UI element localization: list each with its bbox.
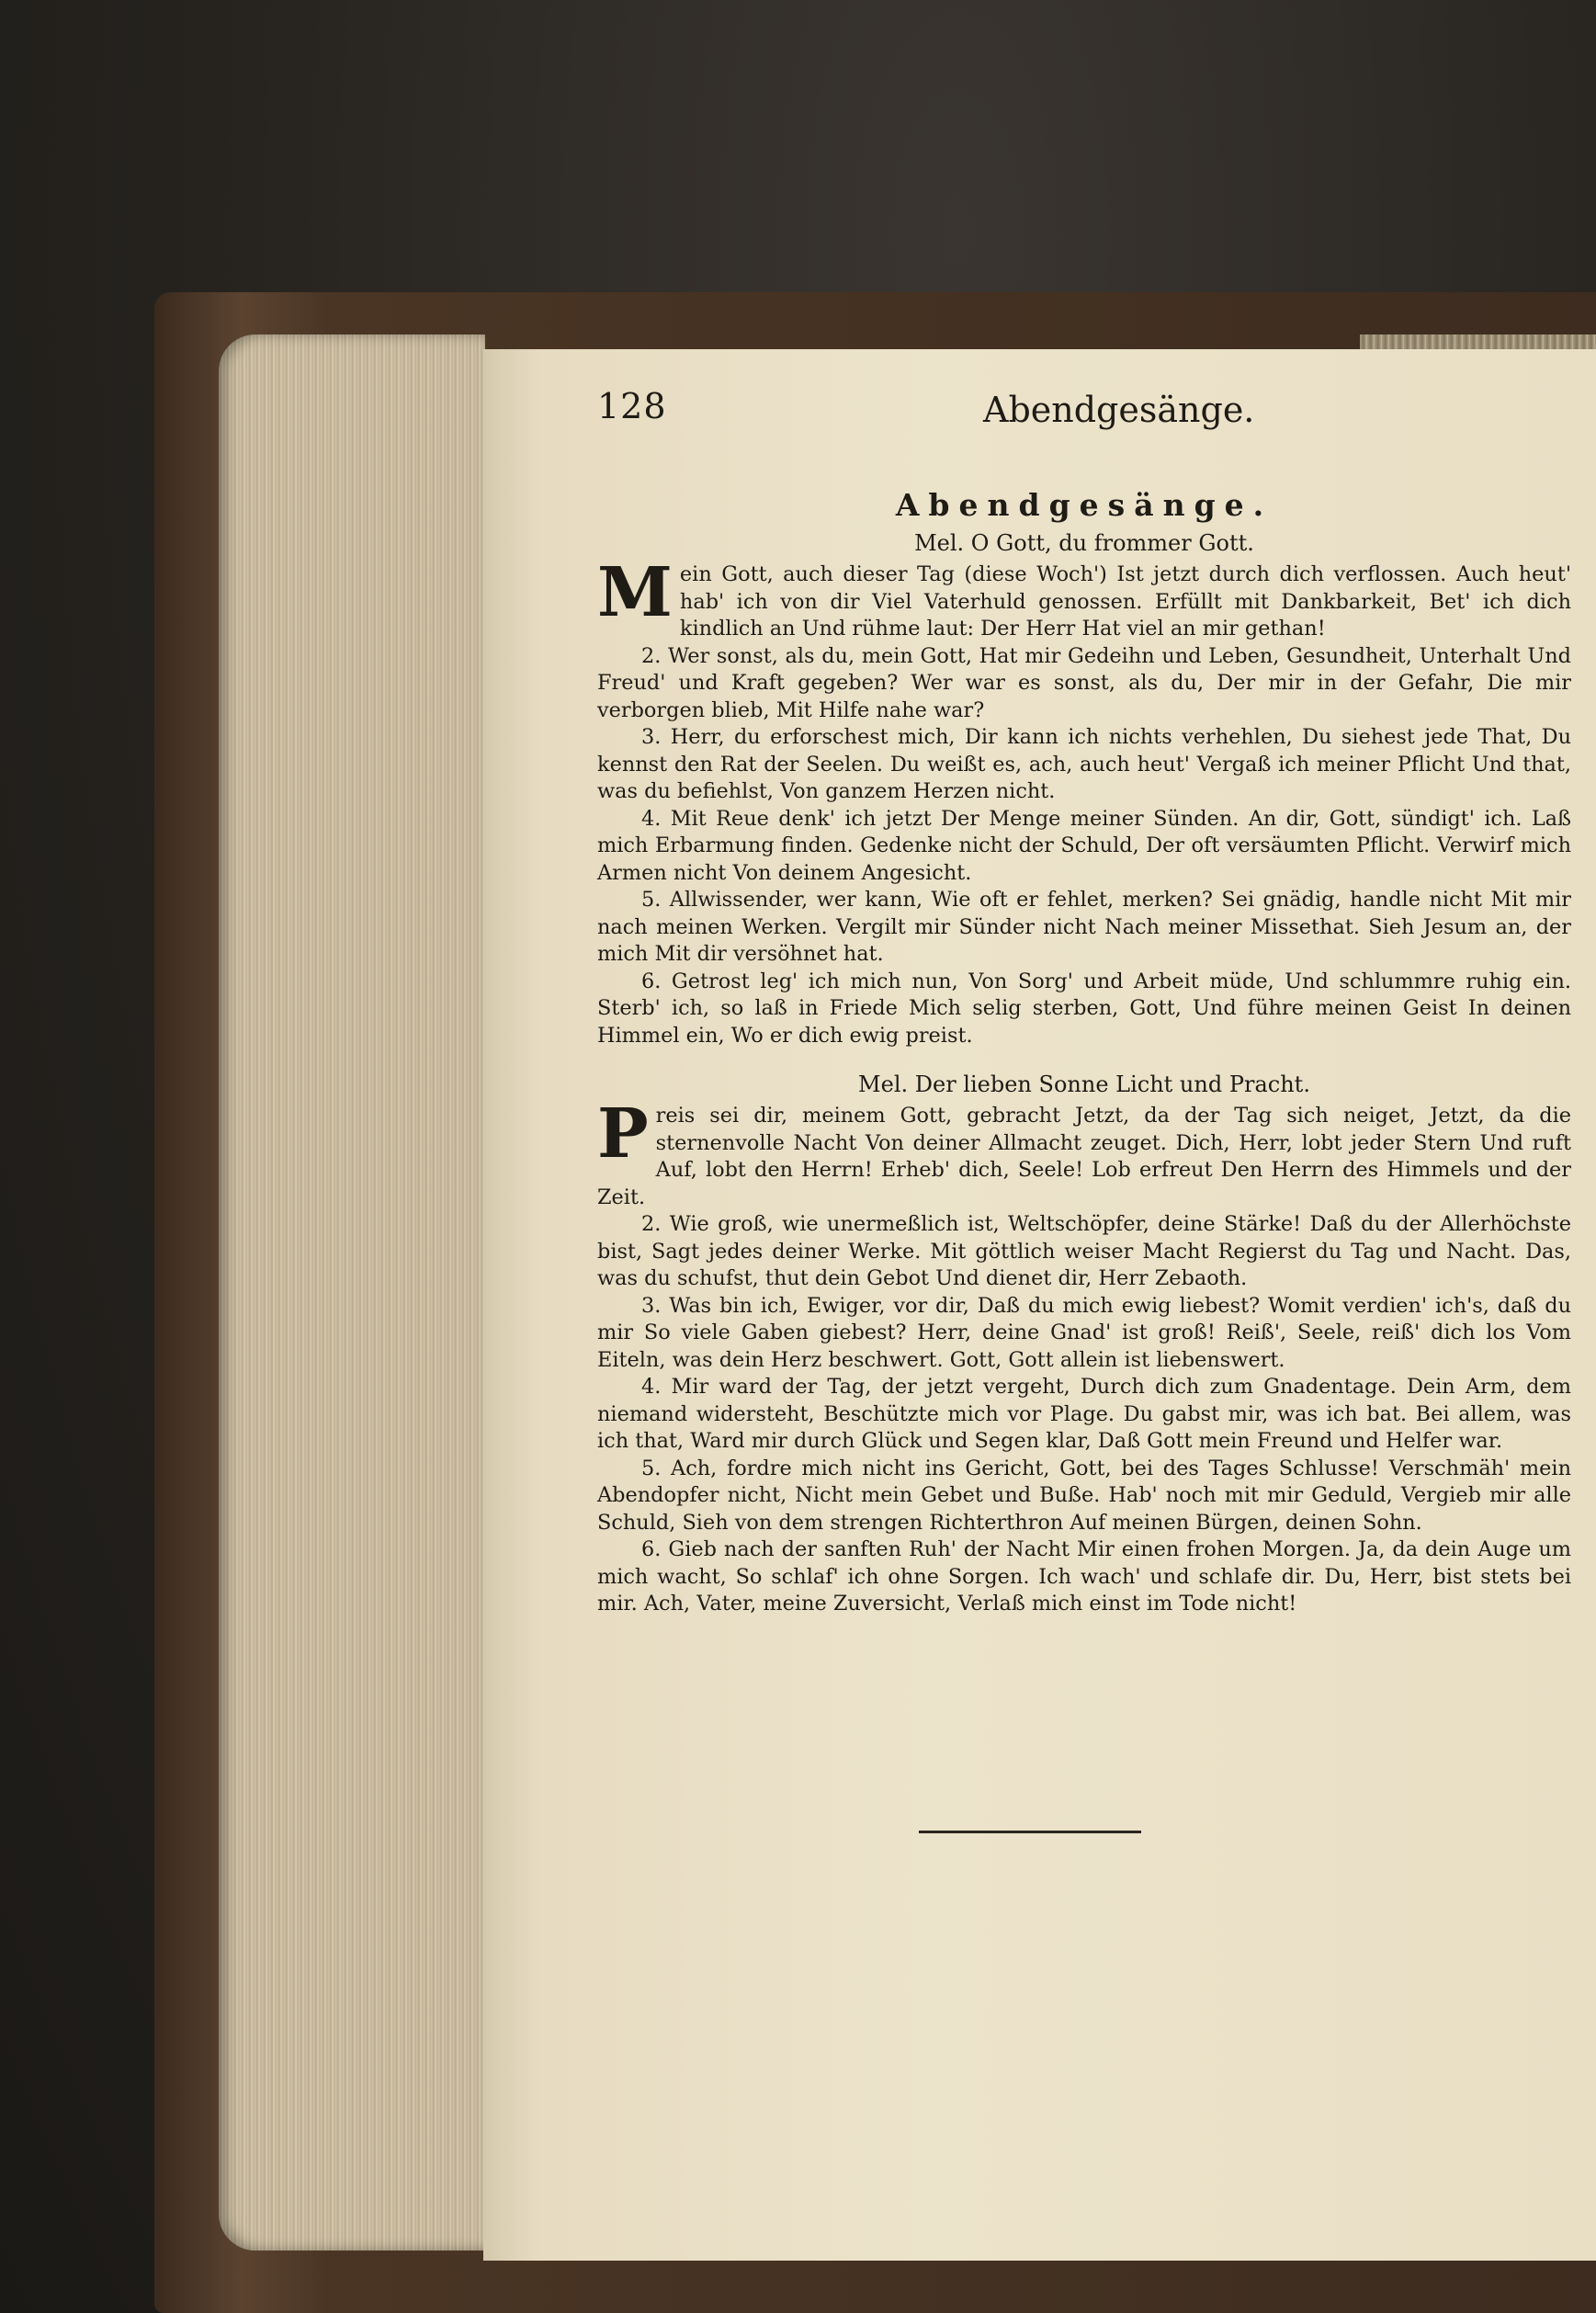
hymn2-stanza-1 [597, 1094, 1571, 1211]
dropcap: M [597, 553, 673, 632]
stanza-text: reis sei dir, meinem Gott, gebracht Jetzt, da der Tag sich neiget, Jetzt, da die sternenvolle Nacht Von deiner Allmacht zeuget. Dich, Herr, lobt jeder Stern Und ruft Auf, lobt den Herrn! Erheb' dich, Seele! Lob erfreut Den Herrn des Himmels und der Zeit. [597, 1104, 1571, 1209]
dropcap: P [597, 1094, 649, 1174]
hymn1-stanza-6: 6. Getrost leg' ich mich nun, Von Sorg' und Arbeit müde, Und schlummre ruhig ein. Sterb' ich, so laß in Friede Mich selig sterben, Gott, Und führe meinen Geist In deinen Himmel ein, Wo er dich ewig preist. [597, 969, 1571, 1048]
hymn2-stanza-4: 4. Mir ward der Tag, der jetzt vergeht, Durch dich zum Gnadentage. Dein Arm, dem niemand widersteht, Beschützte mich vor Plage. Du gabst mir, was ich bat. Bei allem, was ich that, Ward mir durch Glück und Segen klar, Daß Gott mein Freund und Helfer war. [597, 1375, 1571, 1453]
hymn2-stanza-3: 3. Was bin ich, Ewiger, vor dir, Daß du mich ewig liebest? Womit verdien' ich's, daß du mir So viele Gaben giebest? Herr, deine Gnad' ist groß! Reiß', Seele, reiß' dich los Vom Eiteln, was dein Herz beschwert. Gott, Gott allein ist liebenswert. [597, 1293, 1571, 1372]
spacer [597, 1049, 1571, 1070]
hymn1-stanza-1 [597, 553, 1571, 643]
running-head [597, 386, 1571, 450]
hymn2-stanza-6: 6. Gieb nach der sanften Ruh' der Nacht Mir einen frohen Morgen. Ja, da dein Auge um mich wacht, So schlaf' ich ohne Sorgen. Ich wach' und schlafe dir. Du, Herr, bist stets bei mir. Ach, Vater, meine Zuversicht, Verlaß mich einst im Tode nicht! [597, 1537, 1571, 1616]
page-content [597, 386, 1571, 1618]
hymn1-melody: Mel. O Gott, du frommer Gott. [914, 530, 1254, 556]
hymn1-stanza-4: 4. Mit Reue denk' ich jetzt Der Menge meiner Sünden. An dir, Gott, sündigt' ich. Laß mich Erbarmung finden. Gedenke nicht der Schuld, Der oft versäumten Pflicht. Verwirf mich Armen nicht Von deinem Angesicht. [597, 806, 1571, 885]
hymn2-stanza-5: 5. Ach, fordre mich nicht ins Gericht, Gott, bei des Tages Schlusse! Verschmäh' mein Abendopfer nicht, Nicht mein Gebet und Buße. Hab' noch mit mir Geduld, Vergieb mir alle Schuld, Sieh von dem strengen Richterthron Auf meinen Bürgen, deinen Sohn. [597, 1456, 1571, 1535]
book-page [483, 349, 1596, 2261]
closing-rule [919, 1831, 1141, 1833]
hymn1-stanza-5: 5. Allwissender, wer kann, Wie oft er fehlet, merken? Sei gnädig, handle nicht Mit mir nach meinen Werken. Vergilt mir Sünder nicht Nach meiner Missethat. Sieh Jesum an, der mich Mit dir versöhnet hat. [597, 888, 1571, 966]
stanza-text: ein Gott, auch dieser Tag (diese Woch') Ist jetzt durch dich verflossen. Auch heut' hab' ich von dir Viel Vaterhuld genossen. Erfüllt mit Dankbarkeit, Bet' ich dich kindlich an Und rühme laut: Der Herr Hat viel an mir gethan! [679, 562, 1571, 641]
running-head-title: Abendgesänge. [983, 390, 1255, 430]
hymn2-stanza-2: 2. Wie groß, wie unermeßlich ist, Weltschöpfer, deine Stärke! Daß du der Allerhöchste bist, Sagt jedes deiner Werke. Mit göttlich weiser Macht Regierst du Tag und Nacht. Das, was du schufst, thut dein Gebot Und dienet dir, Herr Zebaoth. [597, 1212, 1571, 1290]
section-title: Abendgesänge. [895, 487, 1273, 523]
hymn1-stanza-3: 3. Herr, du erforschest mich, Dir kann ich nichts verhehlen, Du siehest jede That, Du kennst den Rat der Seelen. Du weißt es, ach, auch heut' Vergaß ich meiner Pflicht Und that, was du befiehlst, Von ganzem Herzen nicht. [597, 725, 1571, 803]
hymn2-melody: Mel. Der lieben Sonne Licht und Pracht. [858, 1071, 1310, 1097]
page-edges [219, 334, 485, 2251]
hymn1-stanza-2: 2. Wer sonst, als du, mein Gott, Hat mir Gedeihn und Leben, Gesundheit, Unterhalt Und Freud' und Kraft gegeben? Wer war es sonst, als du, Der mir in der Gefahr, Die mir verborgen blieb, Mit Hilfe nahe war? [597, 643, 1571, 722]
page-number: 128 [597, 386, 667, 426]
